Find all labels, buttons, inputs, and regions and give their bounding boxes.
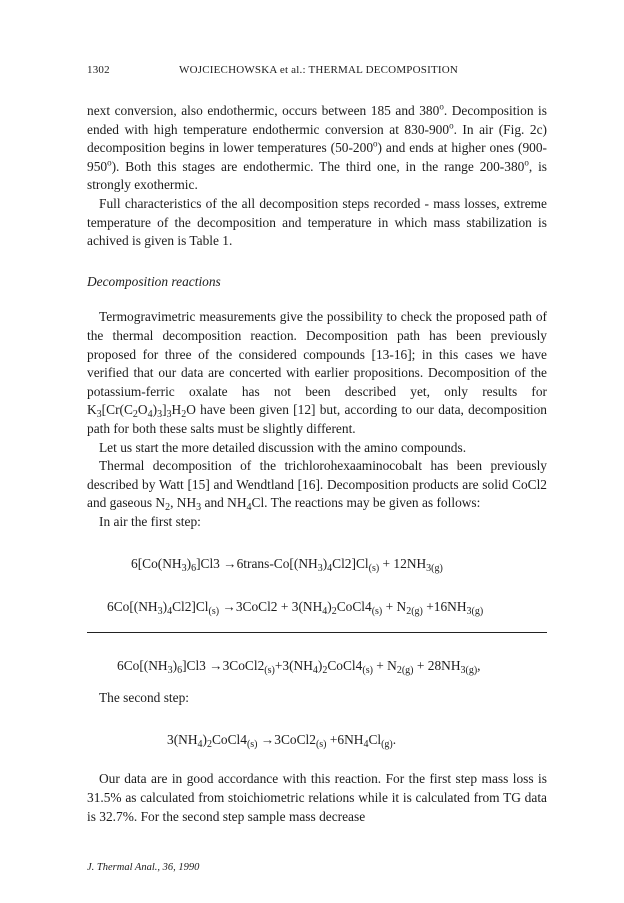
equation-3: $6Co[(NH_3)_6]Cl3$ $\to 3CoCl2_{(s)}+3(NH_4)_2CoCl4_{(s)} + N_{2(g)} + 28NH_{3(g)}$, xyxy=(117,657,481,676)
sum-rule xyxy=(87,632,547,633)
journal-footer: J. Thermal Anal., 36, 1990 xyxy=(87,862,200,873)
paragraph-5: Thermal decomposition of the trichlorohexaaminocobalt has been previously described by Watt [15] and Wendtland [16]. Decomposition products are solid CoCl2 and gaseous $N_2$, $NH_3$ and $NH_4Cl$. The reactions may be given as follows: xyxy=(87,458,547,514)
section-heading: Decomposition reactions xyxy=(87,273,221,289)
paragraph-4: Let us start the more detailed discussion with the amino compounds. xyxy=(99,439,467,455)
running-title: WOJCIECHOWSKA et al.: THERMAL DECOMPOSITION xyxy=(179,64,459,76)
page-number: 1302 xyxy=(87,64,110,76)
equation-4: $3(NH_4)_2CoCl4_{(s)}$ $\to 3CoCl2_{(s)} +6NH_4Cl_{(g)}$. xyxy=(167,731,397,750)
equation-2: $6Co[(NH_3)_4Cl2]Cl_{(s)}$ →3CoCl2 + $3(NH_4)_2CoCl4_{(s)} + N_{2(g)} +16NH_{3(g)}$ xyxy=(107,599,484,618)
paragraph-8: Our data are in good accordance with this reaction. For the first step mass loss is 31.5% as calculated from stoichiometric relations while it is calculated from TG data is 32.7%. For the second step sample mass decrease xyxy=(87,771,547,824)
article-body xyxy=(87,102,547,826)
paragraph-1: next conversion, also endothermic, occurs between 185 and 380$^o$. Decomposition is ended with high temperature endothermic conversion at 830-900$^o$. In air (Fig. 2c) decomposition begins in lower temperatures (50-200$^o$) and ends at higher ones (900-950$^o$). Both this stages are endothermic. The third one, in the range 200-380$^o$, is strongly exothermic. xyxy=(87,101,547,193)
paragraph-6: In air the first step: xyxy=(99,513,201,529)
paragraph-2: Full characteristics of the all decomposition steps recorded - mass losses, extreme temperature of the decomposition and temperature in which mass stabilization is achived is given is Table 1. xyxy=(87,195,547,249)
equation-1: $6[Co(NH_3)_6]Cl3$ $\to 6trans-Co[(NH_3)_4Cl2]Cl_{(s)} + 12NH_{3(g)}$ xyxy=(131,556,443,575)
paragraph-7: The second step: xyxy=(99,690,189,706)
paragraph-3: Termogravimetric measurements give the possibility to check the proposed path of the thermal decomposition reaction. Decomposition path has been previously proposed for three of the considered compounds [13-16]; in this cases we have verified that our data are concerted with earlier propositions. Decomposition of the potassium-ferric oxalate has not been described yet, only results for $K_3[Cr(C_2O_4)_3]_3H_2O$ have been given [12] but, according to our data, decomposition path for both these salts must be slightly different. xyxy=(87,309,547,436)
